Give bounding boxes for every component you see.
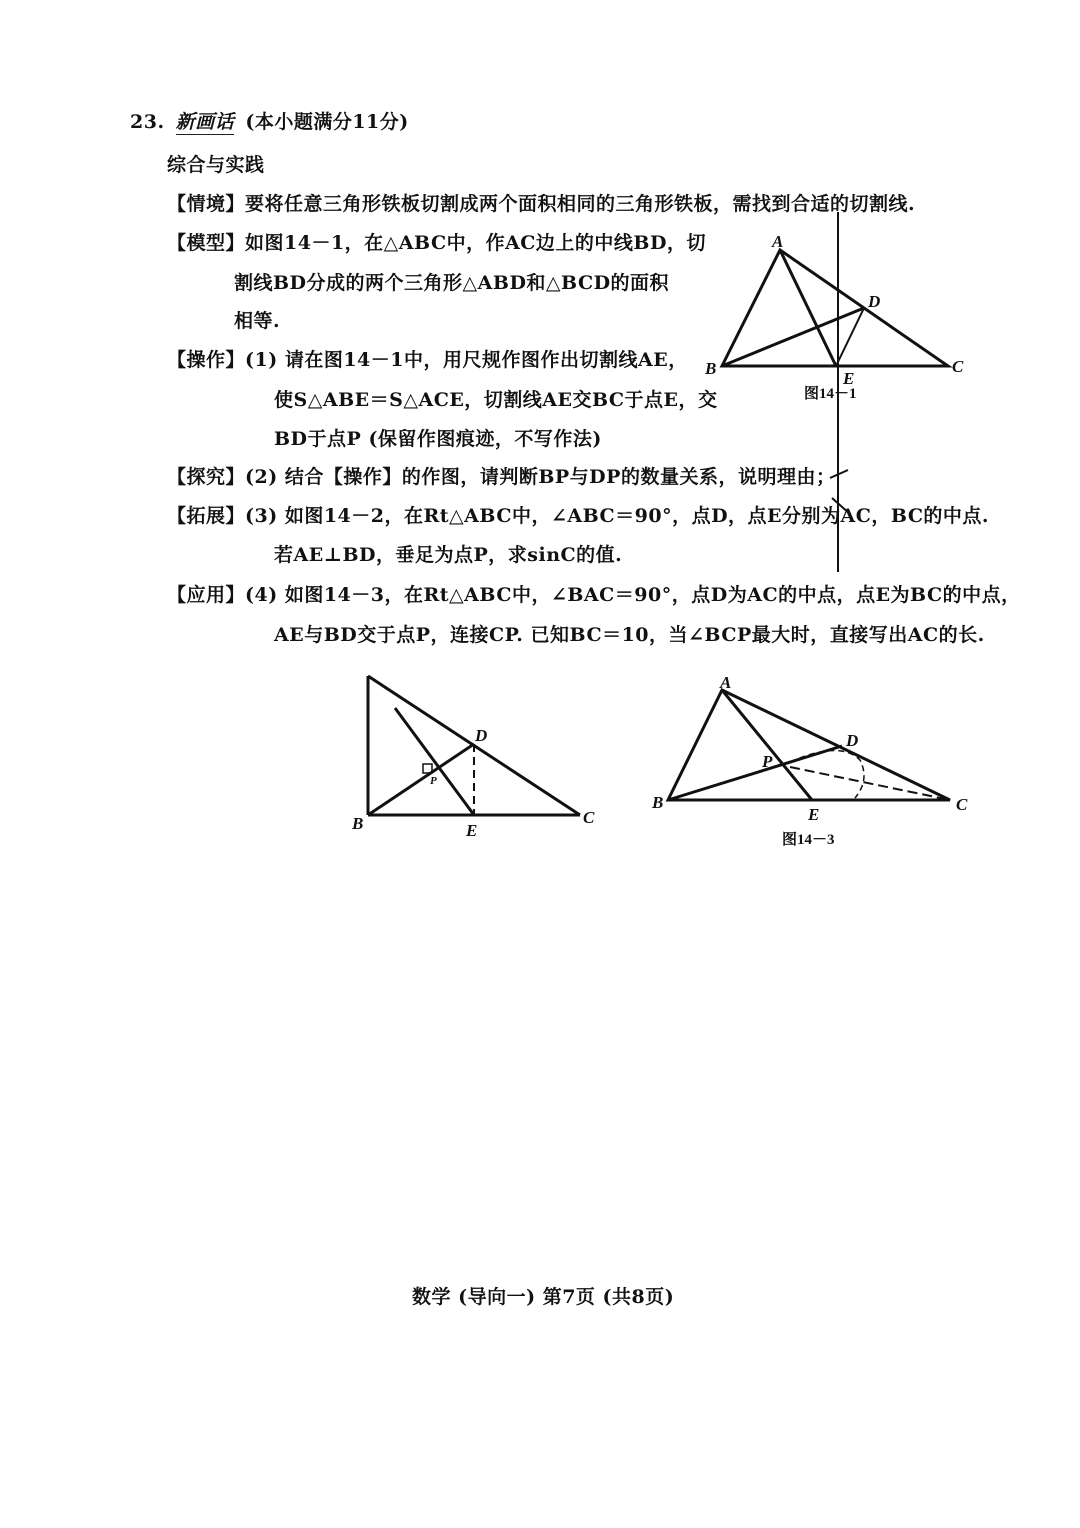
fig2-right-angle-mark bbox=[423, 764, 432, 773]
situation-line bbox=[167, 189, 915, 216]
model-line-1 bbox=[167, 228, 706, 255]
fig2-label-e: E bbox=[466, 821, 478, 840]
model-text-2: 割线BD分成的两个三角形△ABD和△BCD的面积 bbox=[234, 272, 670, 294]
figure-14-3 bbox=[668, 690, 950, 800]
fig2-segment-bd bbox=[368, 744, 474, 815]
fig1-cut-ae bbox=[780, 250, 836, 366]
section-title: 综合与实践 bbox=[167, 154, 265, 176]
situation-label: 【情境】 bbox=[167, 193, 246, 215]
fig1-label-e: E bbox=[843, 369, 855, 388]
fig1-label-c: C bbox=[952, 357, 964, 376]
model-label: 【模型】 bbox=[167, 232, 246, 254]
situation-text: 要将任意三角形铁板切割成两个面积相同的三角形铁板，需找到合适的切割线. bbox=[245, 193, 916, 215]
page-footer: 数学 (导向一) 第7页 (共8页) bbox=[412, 1286, 675, 1308]
apply-text-2: AE与BD交于点P，连接CP. 已知BC＝10，当∠BCP最大时，直接写出AC的长. bbox=[274, 624, 985, 646]
extend-label: 【拓展】 bbox=[167, 505, 246, 527]
model-text-1: 如图14－1，在△ABC中，作AC边上的中线BD，切 bbox=[245, 232, 706, 254]
explore-label: 【探究】 bbox=[167, 466, 246, 488]
operation-text-2: 使S△ABE＝S△ACE，切割线AE交BC于点E，交 bbox=[274, 389, 718, 411]
fig2-side-ac bbox=[368, 676, 580, 815]
operation-label: 【操作】 bbox=[167, 349, 246, 371]
fig1-median-bd bbox=[722, 308, 864, 366]
fig2-label-d: D bbox=[475, 726, 488, 745]
extend-text-1: (3) 如图14－2，在Rt△ABC中，∠ABC＝90°，点D，点E分别为AC，BC的中点. bbox=[245, 505, 990, 527]
explore-text: (2) 结合【操作】的作图，请判断BP与DP的数量关系，说明理由； bbox=[245, 466, 836, 488]
fig1-label-d: D bbox=[868, 292, 881, 311]
fig3-label-d: D bbox=[846, 731, 859, 750]
problem-tag: 新画话 bbox=[176, 107, 235, 135]
fig1-triangle-abc bbox=[722, 250, 948, 366]
fig2-label-p: P bbox=[430, 775, 437, 787]
apply-line-1 bbox=[167, 580, 1021, 607]
figure-14-2 bbox=[368, 676, 580, 815]
problem-number: 23. bbox=[130, 111, 165, 133]
fig3-caption: 图14－3 bbox=[782, 832, 835, 848]
fig3-label-a: A bbox=[720, 673, 732, 692]
fig3-label-c: C bbox=[956, 795, 968, 814]
problem-score: (本小题满分11分) bbox=[245, 111, 409, 133]
apply-label: 【应用】 bbox=[167, 584, 246, 606]
fig1-caption: 图14－1 bbox=[804, 386, 857, 402]
fig3-label-p: P bbox=[762, 752, 773, 771]
fig1-label-b: B bbox=[705, 359, 717, 378]
problem-header bbox=[130, 107, 409, 135]
fig3-label-b: B bbox=[652, 793, 664, 812]
fig3-segment-cp bbox=[790, 767, 950, 800]
fig2-label-c: C bbox=[583, 808, 595, 827]
model-text-3: 相等. bbox=[234, 310, 281, 332]
operation-line-1 bbox=[167, 345, 688, 372]
apply-text-1: (4) 如图14－3，在Rt△ABC中，∠BAC＝90°，点D为AC的中点，点E为BC的中点， bbox=[245, 584, 1021, 606]
fig1-segment-de bbox=[836, 308, 864, 366]
fig3-segment-bd bbox=[668, 746, 842, 800]
explore-line bbox=[167, 462, 835, 489]
fig3-label-e: E bbox=[808, 805, 820, 824]
operation-text-3: BD于点P (保留作图痕迹，不写作法) bbox=[274, 428, 602, 450]
extend-line-1 bbox=[167, 501, 989, 528]
operation-text-1: (1) 请在图14－1中，用尺规作图作出切割线AE， bbox=[245, 349, 688, 371]
fig1-label-a: A bbox=[772, 232, 784, 251]
extend-text-2: 若AE⊥BD，垂足为点P，求sinC的值. bbox=[274, 544, 623, 566]
fig3-segment-ae bbox=[722, 690, 812, 800]
fig3-triangle-abc bbox=[668, 690, 950, 800]
fig2-segment-ae bbox=[395, 708, 474, 815]
fig3-locus-arc bbox=[790, 750, 864, 798]
fig2-label-b: B bbox=[352, 814, 364, 833]
